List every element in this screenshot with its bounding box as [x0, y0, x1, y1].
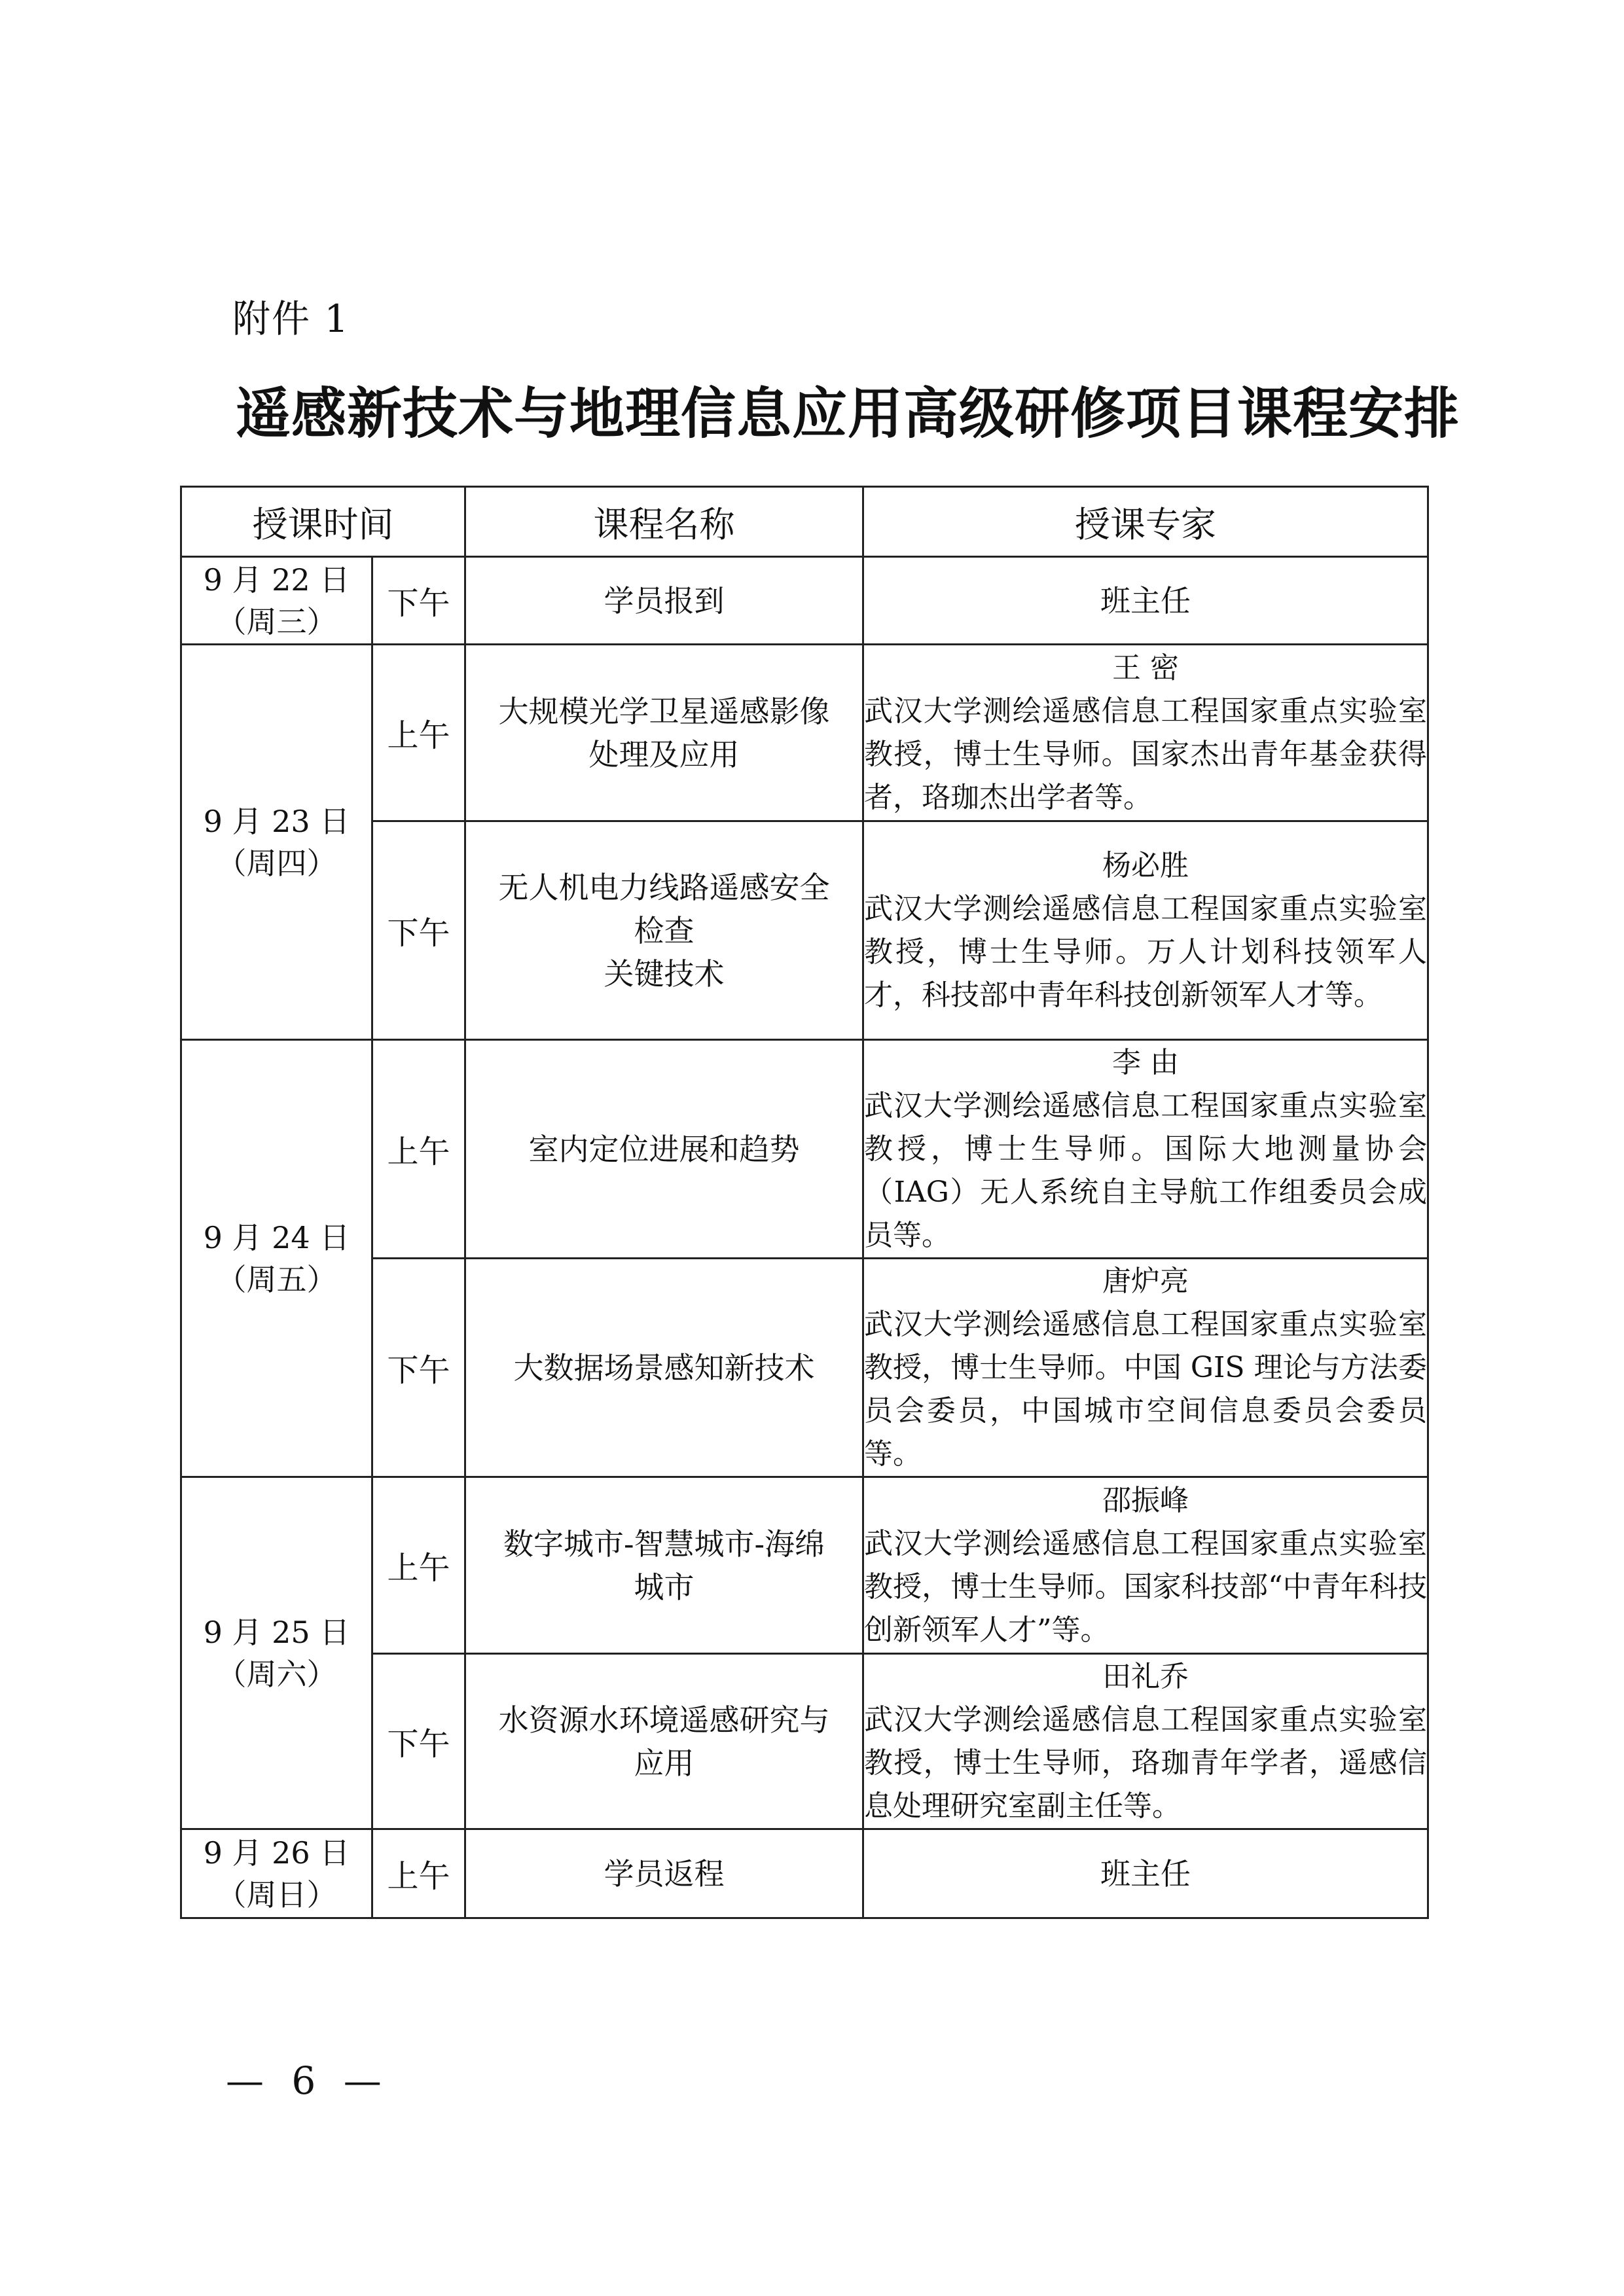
- expert-name: 班主任: [1100, 583, 1191, 619]
- course-line: 学员返程: [604, 1856, 725, 1892]
- date: 9 月 23 日: [203, 803, 350, 839]
- time-slot: 下午: [372, 557, 465, 645]
- table-row: [181, 1040, 1428, 1259]
- expert-name: 唐炉亮: [1102, 1264, 1189, 1298]
- date: 9 月 24 日: [203, 1219, 350, 1255]
- table-row: [181, 645, 1428, 821]
- expert-cell: [863, 557, 1428, 645]
- expert-bio: 武汉大学测绘遥感信息工程国家重点实验室教授，博士生导师，珞珈青年学者，遥感信息处理研究室副主任等。: [864, 1702, 1427, 1823]
- weekday: （周四）: [216, 845, 337, 881]
- expert-name: 班主任: [1100, 1856, 1191, 1892]
- course-line: 学员报到: [604, 583, 725, 619]
- date: 9 月 22 日: [203, 562, 350, 598]
- table-row: [181, 557, 1428, 645]
- column-header-course: 课程名称: [465, 487, 863, 557]
- weekday: （周五）: [216, 1261, 337, 1297]
- course-line: 大数据场景感知新技术: [513, 1350, 815, 1386]
- course-line: 城市: [634, 1569, 695, 1605]
- date: 9 月 26 日: [203, 1835, 350, 1871]
- expert-cell: [863, 1477, 1428, 1654]
- date-cell: [181, 1829, 372, 1918]
- course-name: [465, 1259, 863, 1477]
- course-line: 检查: [634, 912, 695, 948]
- page-number: — 6 —: [226, 2058, 389, 2103]
- course-name: [465, 557, 863, 645]
- expert-cell: [863, 645, 1428, 821]
- expert-name: 邵振峰: [1102, 1483, 1189, 1517]
- expert-name: 王 密: [1112, 651, 1179, 685]
- expert-bio: 武汉大学测绘遥感信息工程国家重点实验室教授，博士生导师。国家科技部“中青年科技创新领军人才”等。: [864, 1526, 1427, 1647]
- expert-name: 李 由: [1112, 1045, 1179, 1079]
- table-header-row: [181, 487, 1428, 557]
- expert-bio: 武汉大学测绘遥感信息工程国家重点实验室教授，博士生导师。国际大地测量协会（IAG）无人系统自主导航工作组委员会成员等。: [864, 1088, 1427, 1252]
- time-slot: 下午: [372, 1259, 465, 1477]
- course-line: 无人机电力线路遥感安全: [498, 869, 830, 905]
- expert-name: 杨必胜: [1102, 848, 1189, 882]
- date-cell: [181, 645, 372, 1040]
- course-name: [465, 645, 863, 821]
- date-cell: [181, 557, 372, 645]
- time-slot: 上午: [372, 1040, 465, 1259]
- expert-bio: 武汉大学测绘遥感信息工程国家重点实验室教授，博士生导师。国家杰出青年基金获得者，珞珈杰出学者等。: [864, 694, 1427, 814]
- table-row: [181, 1829, 1428, 1918]
- table-row: [181, 1477, 1428, 1654]
- course-line: 应用: [634, 1745, 695, 1781]
- date-cell: [181, 1477, 372, 1829]
- expert-cell: [863, 1259, 1428, 1477]
- course-line: 关键技术: [604, 956, 725, 992]
- time-slot: 上午: [372, 1829, 465, 1918]
- expert-bio: 武汉大学测绘遥感信息工程国家重点实验室教授，博士生导师。万人计划科技领军人才，科技部中青年科技创新领军人才等。: [864, 891, 1427, 1012]
- time-slot: 下午: [372, 1654, 465, 1829]
- course-schedule-table: [180, 486, 1429, 1919]
- column-header-time: 授课时间: [181, 487, 465, 557]
- time-slot: 上午: [372, 645, 465, 821]
- course-line: 数字城市-智慧城市-海绵: [503, 1526, 825, 1562]
- course-name: [465, 1829, 863, 1918]
- course-line: 室内定位进展和趋势: [528, 1131, 800, 1167]
- time-slot: 下午: [372, 821, 465, 1040]
- course-line: 处理及应用: [588, 736, 740, 772]
- weekday: （周三）: [216, 603, 337, 639]
- course-name: [465, 1654, 863, 1829]
- course-name: [465, 1477, 863, 1654]
- course-line: 水资源水环境遥感研究与: [498, 1702, 830, 1738]
- time-slot: 上午: [372, 1477, 465, 1654]
- document-title: 遥感新技术与地理信息应用高级研修项目课程安排: [236, 381, 1460, 446]
- date: 9 月 25 日: [203, 1614, 350, 1650]
- weekday: （周日）: [216, 1876, 337, 1912]
- expert-cell: [863, 1829, 1428, 1918]
- expert-cell: [863, 821, 1428, 1040]
- column-header-expert: 授课专家: [863, 487, 1428, 557]
- expert-name: 田礼乔: [1102, 1659, 1189, 1693]
- attachment-label: 附件 1: [232, 296, 350, 341]
- expert-cell: [863, 1654, 1428, 1829]
- date-cell: [181, 1040, 372, 1477]
- course-line: 大规模光学卫星遥感影像: [498, 693, 830, 729]
- course-name: [465, 1040, 863, 1259]
- expert-bio: 武汉大学测绘遥感信息工程国家重点实验室教授，博士生导师。中国 GIS 理论与方法委员会委员，中国城市空间信息委员会委员等。: [864, 1307, 1427, 1471]
- expert-cell: [863, 1040, 1428, 1259]
- weekday: （周六）: [216, 1656, 337, 1692]
- course-name: [465, 821, 863, 1040]
